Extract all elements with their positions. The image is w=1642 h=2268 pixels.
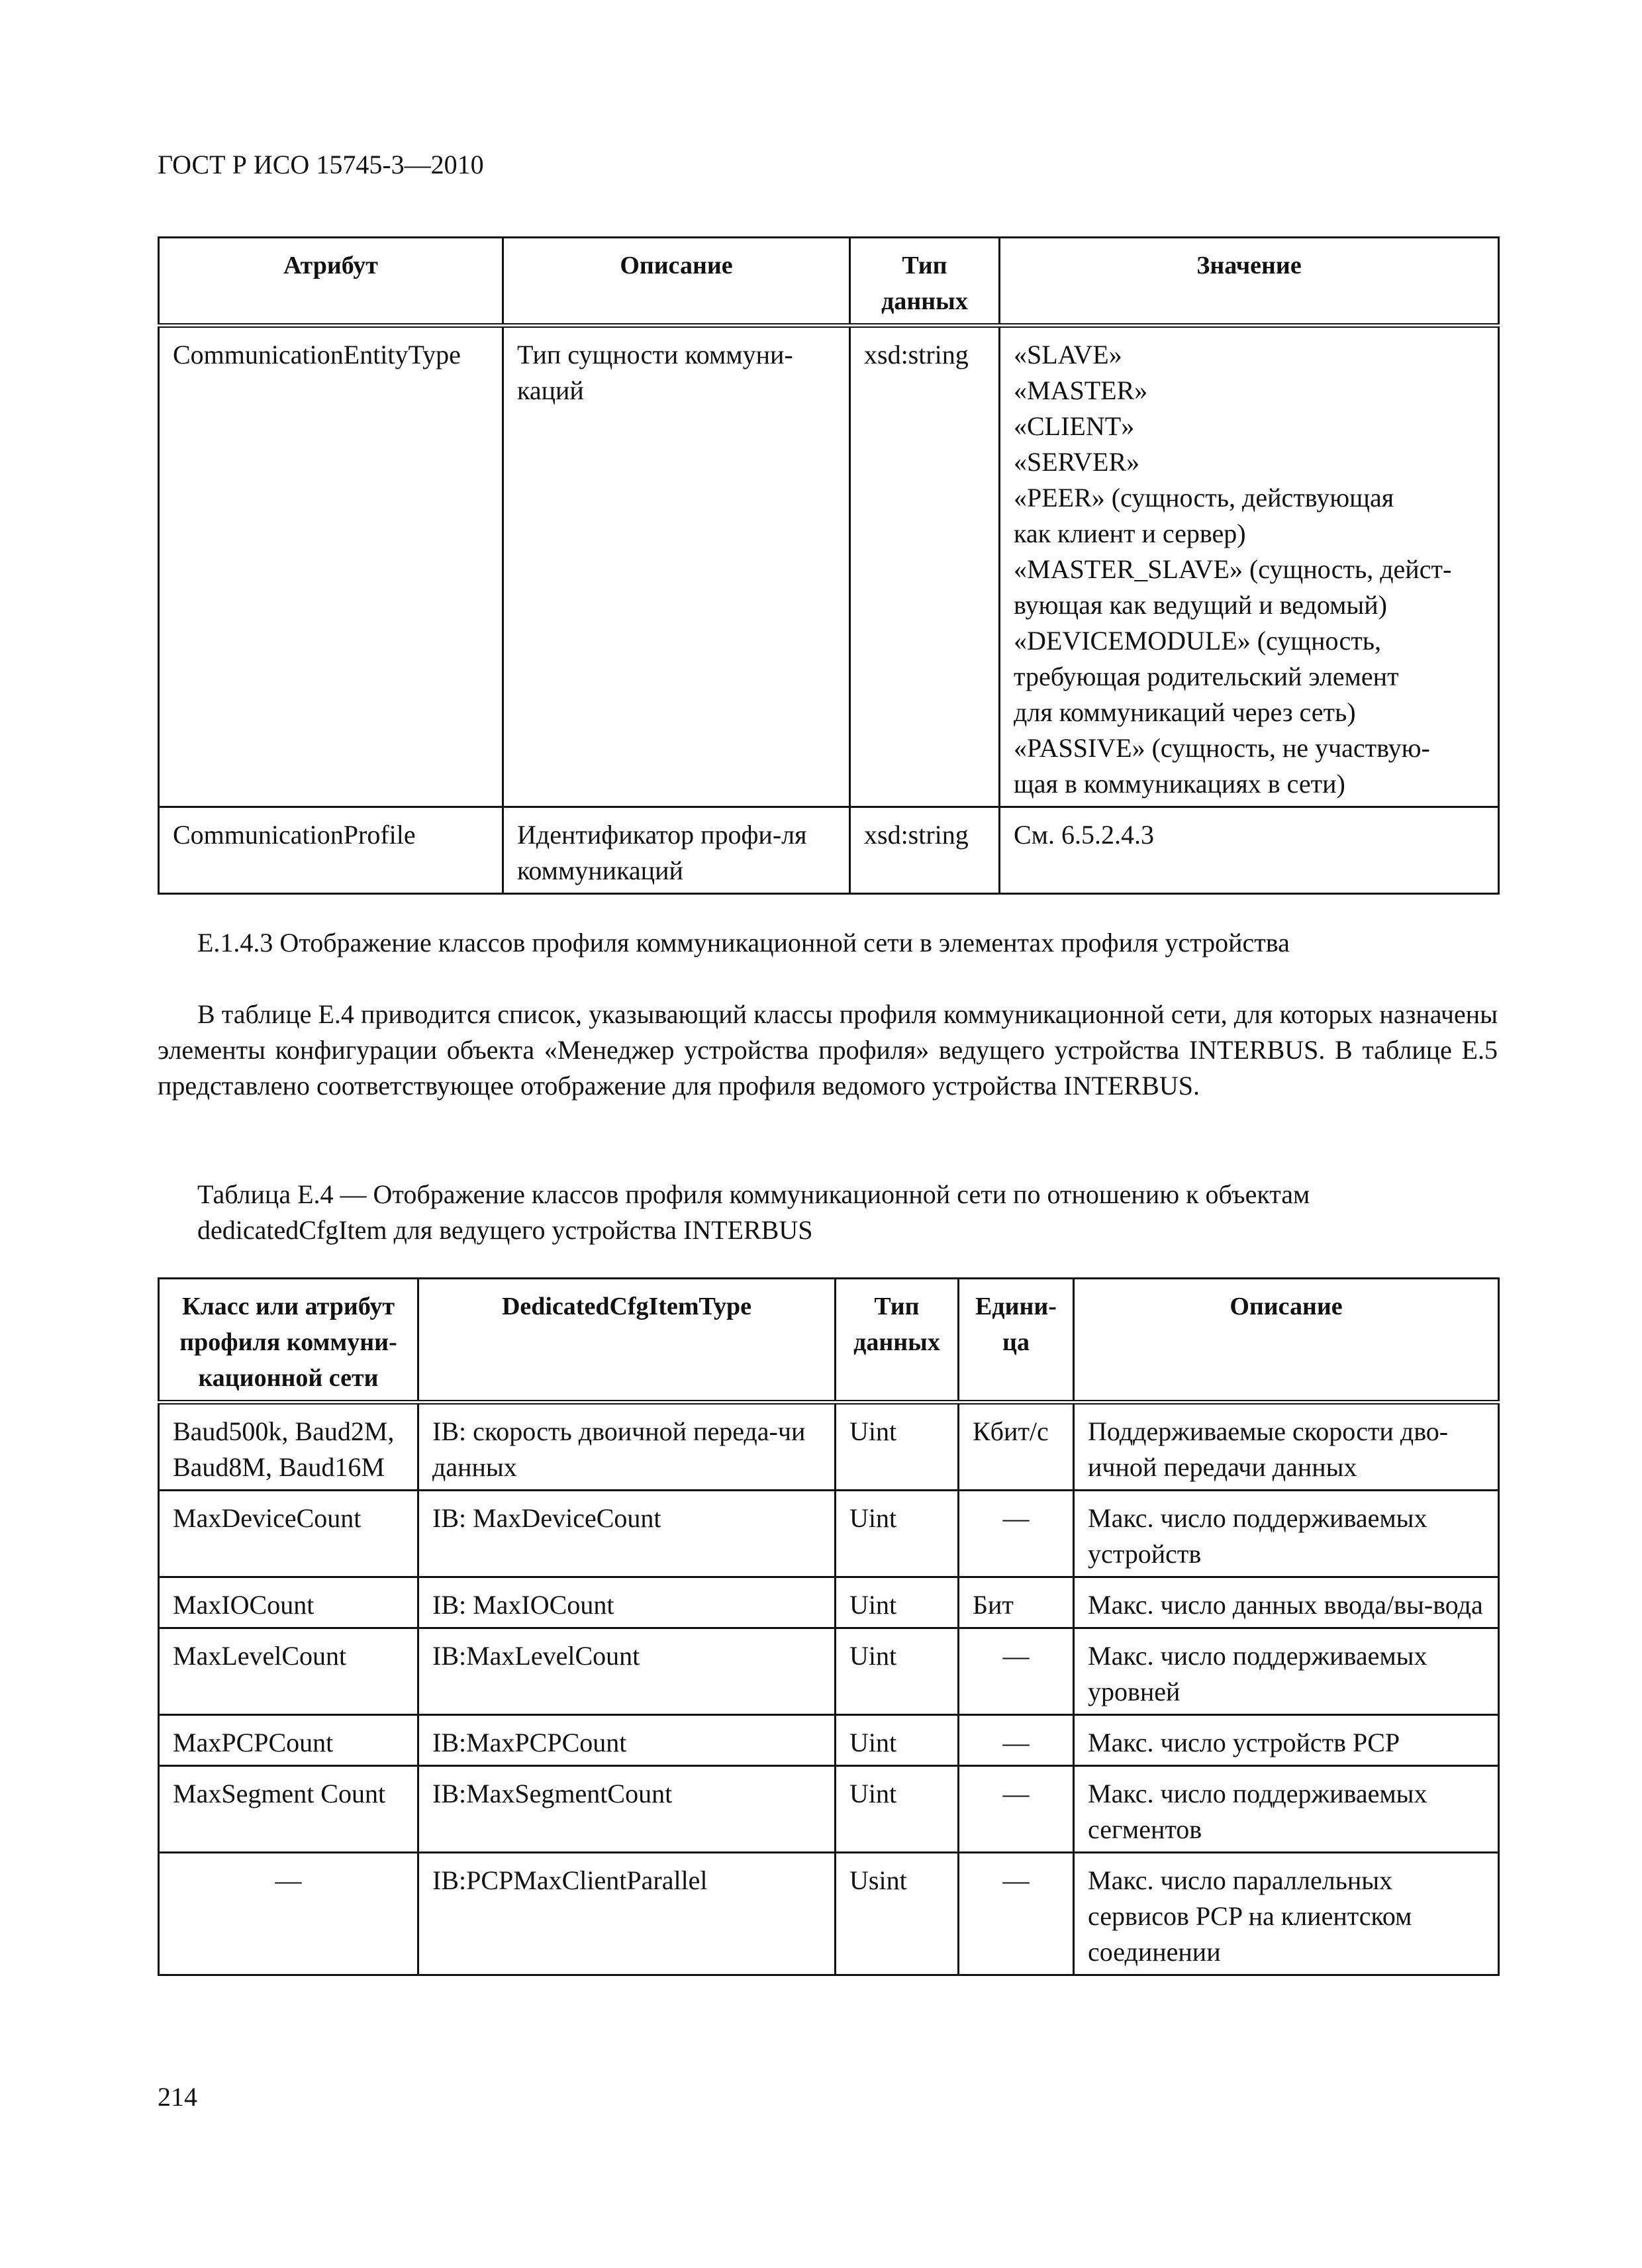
page-number: 214: [158, 2082, 197, 2112]
table-header-row: [159, 1279, 1499, 1403]
value-line: «SERVER»: [1014, 447, 1140, 477]
table-row: [159, 1715, 1499, 1766]
value-line: для коммуникаций через сеть): [1014, 697, 1356, 727]
description-cell: Идентификатор профи-ля коммуникаций: [503, 807, 850, 894]
type-cell: xsd:string: [850, 326, 1000, 807]
unit-cell: Бит: [959, 1577, 1074, 1628]
column-header: Значение: [1000, 238, 1499, 326]
class-cell: MaxLevelCount: [159, 1628, 418, 1715]
value-line: См. 6.5.2.4.3: [1014, 820, 1154, 850]
type-cell: Usint: [836, 1853, 959, 1975]
column-header: Тип данных: [850, 238, 1000, 326]
value-line: «PEER» (сущность, действующая: [1014, 483, 1394, 513]
class-cell: —: [159, 1853, 418, 1975]
description-cell: Поддерживаемые скорости дво-ичной передачи данных: [1074, 1403, 1499, 1491]
item-type-cell: IB:MaxLevelCount: [418, 1628, 836, 1715]
unit-cell: —: [959, 1715, 1074, 1766]
value-cell: [1000, 807, 1499, 894]
item-type-cell: IB: MaxIOCount: [418, 1577, 836, 1628]
value-line: требующая родительский элемент: [1014, 662, 1399, 691]
table-row: [159, 1766, 1499, 1853]
value-line: «SLAVE»: [1014, 340, 1122, 370]
unit-cell: Кбит/с: [959, 1403, 1074, 1491]
type-cell: Uint: [836, 1577, 959, 1628]
description-cell: Макс. число устройств PCP: [1074, 1715, 1499, 1766]
table-row: [159, 1628, 1499, 1715]
body-paragraph: В таблице Е.4 приводится список, указывающий классы профиля коммуникационной сети, для которых назначены элементы конфигурации объекта «Менеджер устройства профиля» ведущего устройства INTERBUS. В таблице Е.5 представлено соответствующее отображение для профиля ведомого устройства INTERBUS.: [158, 999, 1498, 1101]
type-cell: Uint: [836, 1628, 959, 1715]
mapping-table: [158, 1277, 1500, 1976]
column-header: Описание: [503, 238, 850, 326]
table-row: [159, 1853, 1499, 1975]
value-line: «MASTER_SLAVE» (сущность, дейст-: [1014, 554, 1452, 584]
value-line: как клиент и сервер): [1014, 518, 1246, 548]
unit-cell: —: [959, 1628, 1074, 1715]
column-header: Тип данных: [836, 1279, 959, 1403]
table-row: [159, 1491, 1499, 1577]
column-header: Атрибут: [159, 238, 503, 326]
section-heading: E.1.4.3 Отображение классов профиля коммуникационной сети в элементах профиля устройства: [197, 928, 1290, 958]
caption-line: Таблица Е.4 — Отображение классов профиля коммуникационной сети по отношению к объектам: [197, 1179, 1310, 1209]
value-line: «PASSIVE» (сущность, не участвую-: [1014, 733, 1430, 763]
class-cell: MaxIOCount: [159, 1577, 418, 1628]
value-line: «MASTER»: [1014, 375, 1148, 405]
value-line: «CLIENT»: [1014, 411, 1135, 441]
table-row: [159, 326, 1499, 807]
table-row: [159, 807, 1499, 894]
type-cell: Uint: [836, 1403, 959, 1491]
class-cell: MaxSegment Count: [159, 1766, 418, 1853]
item-type-cell: IB: MaxDeviceCount: [418, 1491, 836, 1577]
class-cell: Baud500k, Baud2M, Baud8M, Baud16M: [159, 1403, 418, 1491]
description-cell: Макс. число данных ввода/вы-вода: [1074, 1577, 1499, 1628]
type-cell: Uint: [836, 1491, 959, 1577]
document-header: ГОСТ Р ИСО 15745-3—2010: [158, 150, 484, 179]
table-row: [159, 1577, 1499, 1628]
column-header: Едини-ца: [959, 1279, 1074, 1403]
value-cell: [1000, 326, 1499, 807]
caption-line: dedicatedCfgItem для ведущего устройства INTERBUS: [197, 1215, 813, 1245]
description-cell: Макс. число параллельных сервисов PCP на клиентском соединении: [1074, 1853, 1499, 1975]
class-cell: MaxDeviceCount: [159, 1491, 418, 1577]
description-cell: Макс. число поддерживаемых устройств: [1074, 1491, 1499, 1577]
description-cell: Тип сущности коммуни-каций: [503, 326, 850, 807]
attribute-cell: CommunicationEntityType: [159, 326, 503, 807]
value-line: «DEVICEMODULE» (сущность,: [1014, 626, 1381, 656]
column-header: DedicatedCfgItemType: [418, 1279, 836, 1403]
item-type-cell: IB: скорость двоичной переда-чи данных: [418, 1403, 836, 1491]
attributes-table: [158, 236, 1500, 895]
class-cell: MaxPCPCount: [159, 1715, 418, 1766]
table-row: [159, 1403, 1499, 1491]
description-cell: Макс. число поддерживаемых уровней: [1074, 1628, 1499, 1715]
table-header-row: [159, 238, 1499, 326]
item-type-cell: IB:PCPMaxClientParallel: [418, 1853, 836, 1975]
type-cell: Uint: [836, 1715, 959, 1766]
unit-cell: —: [959, 1853, 1074, 1975]
value-line: вующая как ведущий и ведомый): [1014, 590, 1388, 620]
table-caption: [197, 1177, 1498, 1248]
type-cell: Uint: [836, 1766, 959, 1853]
description-cell: Макс. число поддерживаемых сегментов: [1074, 1766, 1499, 1853]
type-cell: xsd:string: [850, 807, 1000, 894]
unit-cell: —: [959, 1766, 1074, 1853]
attribute-cell: CommunicationProfile: [159, 807, 503, 894]
column-header: Класс или атрибут профиля коммуни-кационной сети: [159, 1279, 418, 1403]
unit-cell: —: [959, 1491, 1074, 1577]
value-line: щая в коммуникациях в сети): [1014, 769, 1345, 799]
column-header: Описание: [1074, 1279, 1499, 1403]
item-type-cell: IB:MaxSegmentCount: [418, 1766, 836, 1853]
item-type-cell: IB:MaxPCPCount: [418, 1715, 836, 1766]
